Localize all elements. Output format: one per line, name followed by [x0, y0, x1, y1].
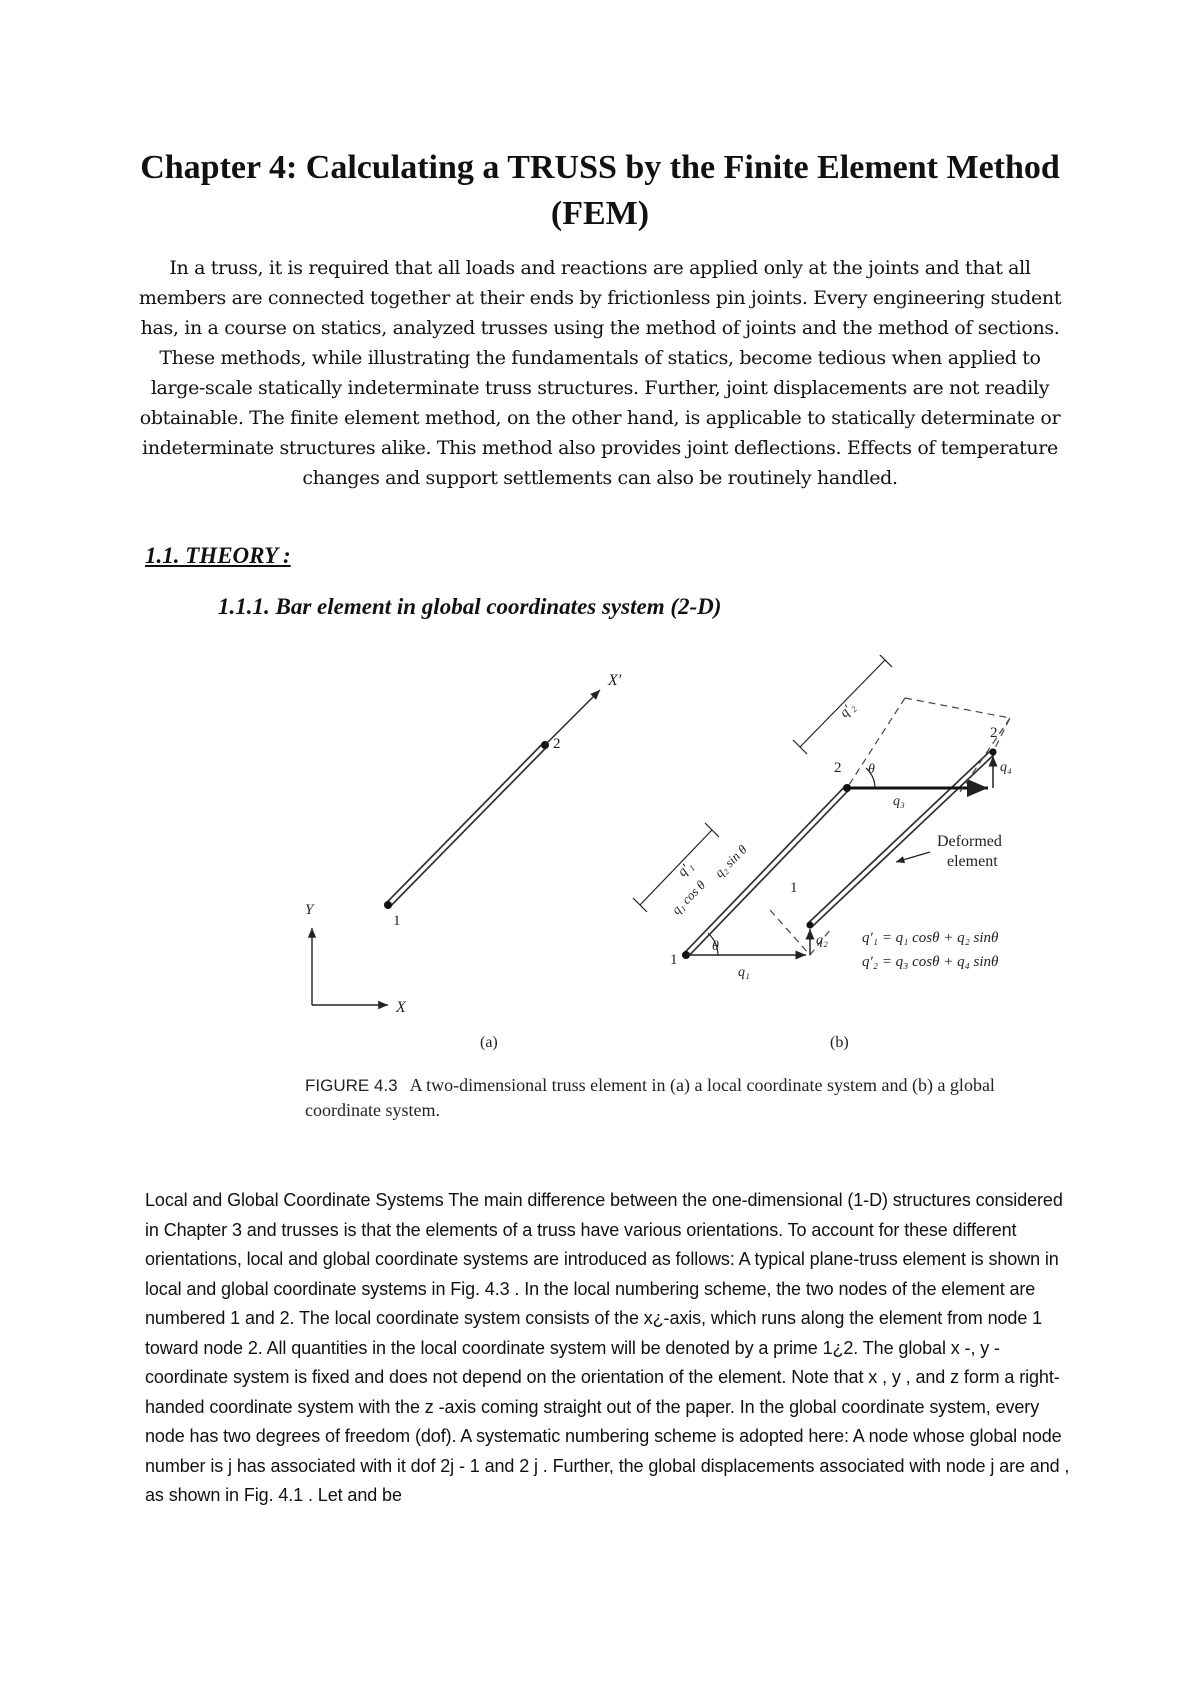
b-node-2-label: 2	[834, 760, 842, 776]
q2-prime-label: q′₂	[837, 699, 859, 721]
q1-label: q₁	[738, 965, 750, 980]
b-node-2-deformed-label: 2	[990, 725, 998, 741]
figure-caption	[305, 1073, 1025, 1122]
panel-a	[305, 672, 622, 1051]
equation-1: q′₁ = q₁ cosθ + q₂ sinθ	[862, 930, 999, 946]
x-prime-label: X′	[608, 672, 622, 689]
q1-prime-label: q′₁	[675, 858, 697, 880]
q1-cos-label: q₁ cos θ	[668, 877, 709, 918]
node-1-label: 1	[393, 913, 401, 929]
deformed-label-2: element	[947, 853, 998, 870]
panel-a-label: (a)	[480, 1034, 498, 1051]
subsection-heading: 1.1.1. Bar element in global coordinates system (2-D)	[218, 594, 722, 619]
x-axis-label: X	[396, 999, 406, 1016]
equation-2: q′₂ = q₃ cosθ + q₄ sinθ	[862, 954, 999, 970]
q2-label: q₂	[816, 933, 828, 948]
q3-label: q₃	[893, 794, 905, 809]
q4-label: q₄	[1000, 760, 1012, 775]
section-heading: 1.1. THEORY :	[145, 543, 291, 568]
intro-paragraph: In a truss, it is required that all loads and reactions are applied only at the joints and that all members are connected together at their ends by frictionless pin joints. Every engineering student has, in a course on statics, analyzed trusses using the method of joints and the method of sections. These methods, while illustrating the fundamentals of statics, become tedious when applied to large-scale statically indeterminate truss structures. Further, joint displacements are not readily obtainable. The finite element method, on the other hand, is applicable to statically determinate or indeterminate structures alike. This method also provides joint deflections. Effects of temperature changes and support settlements can also be routinely handled.	[138, 257, 1062, 489]
theta-label-2: θ	[868, 762, 875, 777]
deformed-label-1: Deformed	[937, 833, 1002, 850]
panel-b	[633, 655, 1012, 1051]
page-title: Chapter 4: Calculating a TRUSS by the Finite Element Method (FEM)	[140, 149, 1060, 232]
figure-number: FIGURE 4.3	[305, 1076, 398, 1095]
figure-caption-text: A two-dimensional truss element in (a) a local coordinate system and (b) a global coordinate system.	[305, 1075, 995, 1120]
theta-label-1: θ	[712, 939, 719, 954]
body-paragraph: Local and Global Coordinate Systems The main difference between the one-dimensional (1-D) structures considered in Chapter 3 and trusses is that the elements of a truss have various orientations. To account for these different orientations, local and global coordinate systems are introduced as follows: A typical plane-truss element is shown in local and global coordinate systems in Fig. 4.3 . In the local numbering scheme, the two nodes of the element are numbered 1 and 2. The local coordinate system consists of the x¿-axis, which runs along the element from node 1 toward node 2. All quantities in the local coordinate system will be denoted by a prime 1¿2. The global x -, y -coordinate system is fixed and does not depend on the orientation of the element. Note that x , y , and z form a right-handed coordinate system with the z -axis coming straight out of the paper. In the global coordinate system, every node has two degrees of freedom (dof). A systematic numbering scheme is adopted here: A node whose global node number is j has associated with it dof 2j - 1 and 2 j . Further, the global displacements associated with node j are and , as shown in Fig. 4.1 . Let and be	[145, 1190, 1070, 1505]
node-1-dot	[384, 901, 392, 909]
b-node-1-label: 1	[670, 952, 678, 968]
q2-sin-label: q₂ sin θ	[711, 841, 750, 881]
truss-figure	[290, 655, 1070, 1125]
y-axis-label: Y	[305, 902, 314, 918]
panel-b-label: (b)	[830, 1034, 849, 1051]
b-node-1-deformed-label: 1	[790, 880, 798, 896]
node-2-label: 2	[553, 736, 561, 752]
